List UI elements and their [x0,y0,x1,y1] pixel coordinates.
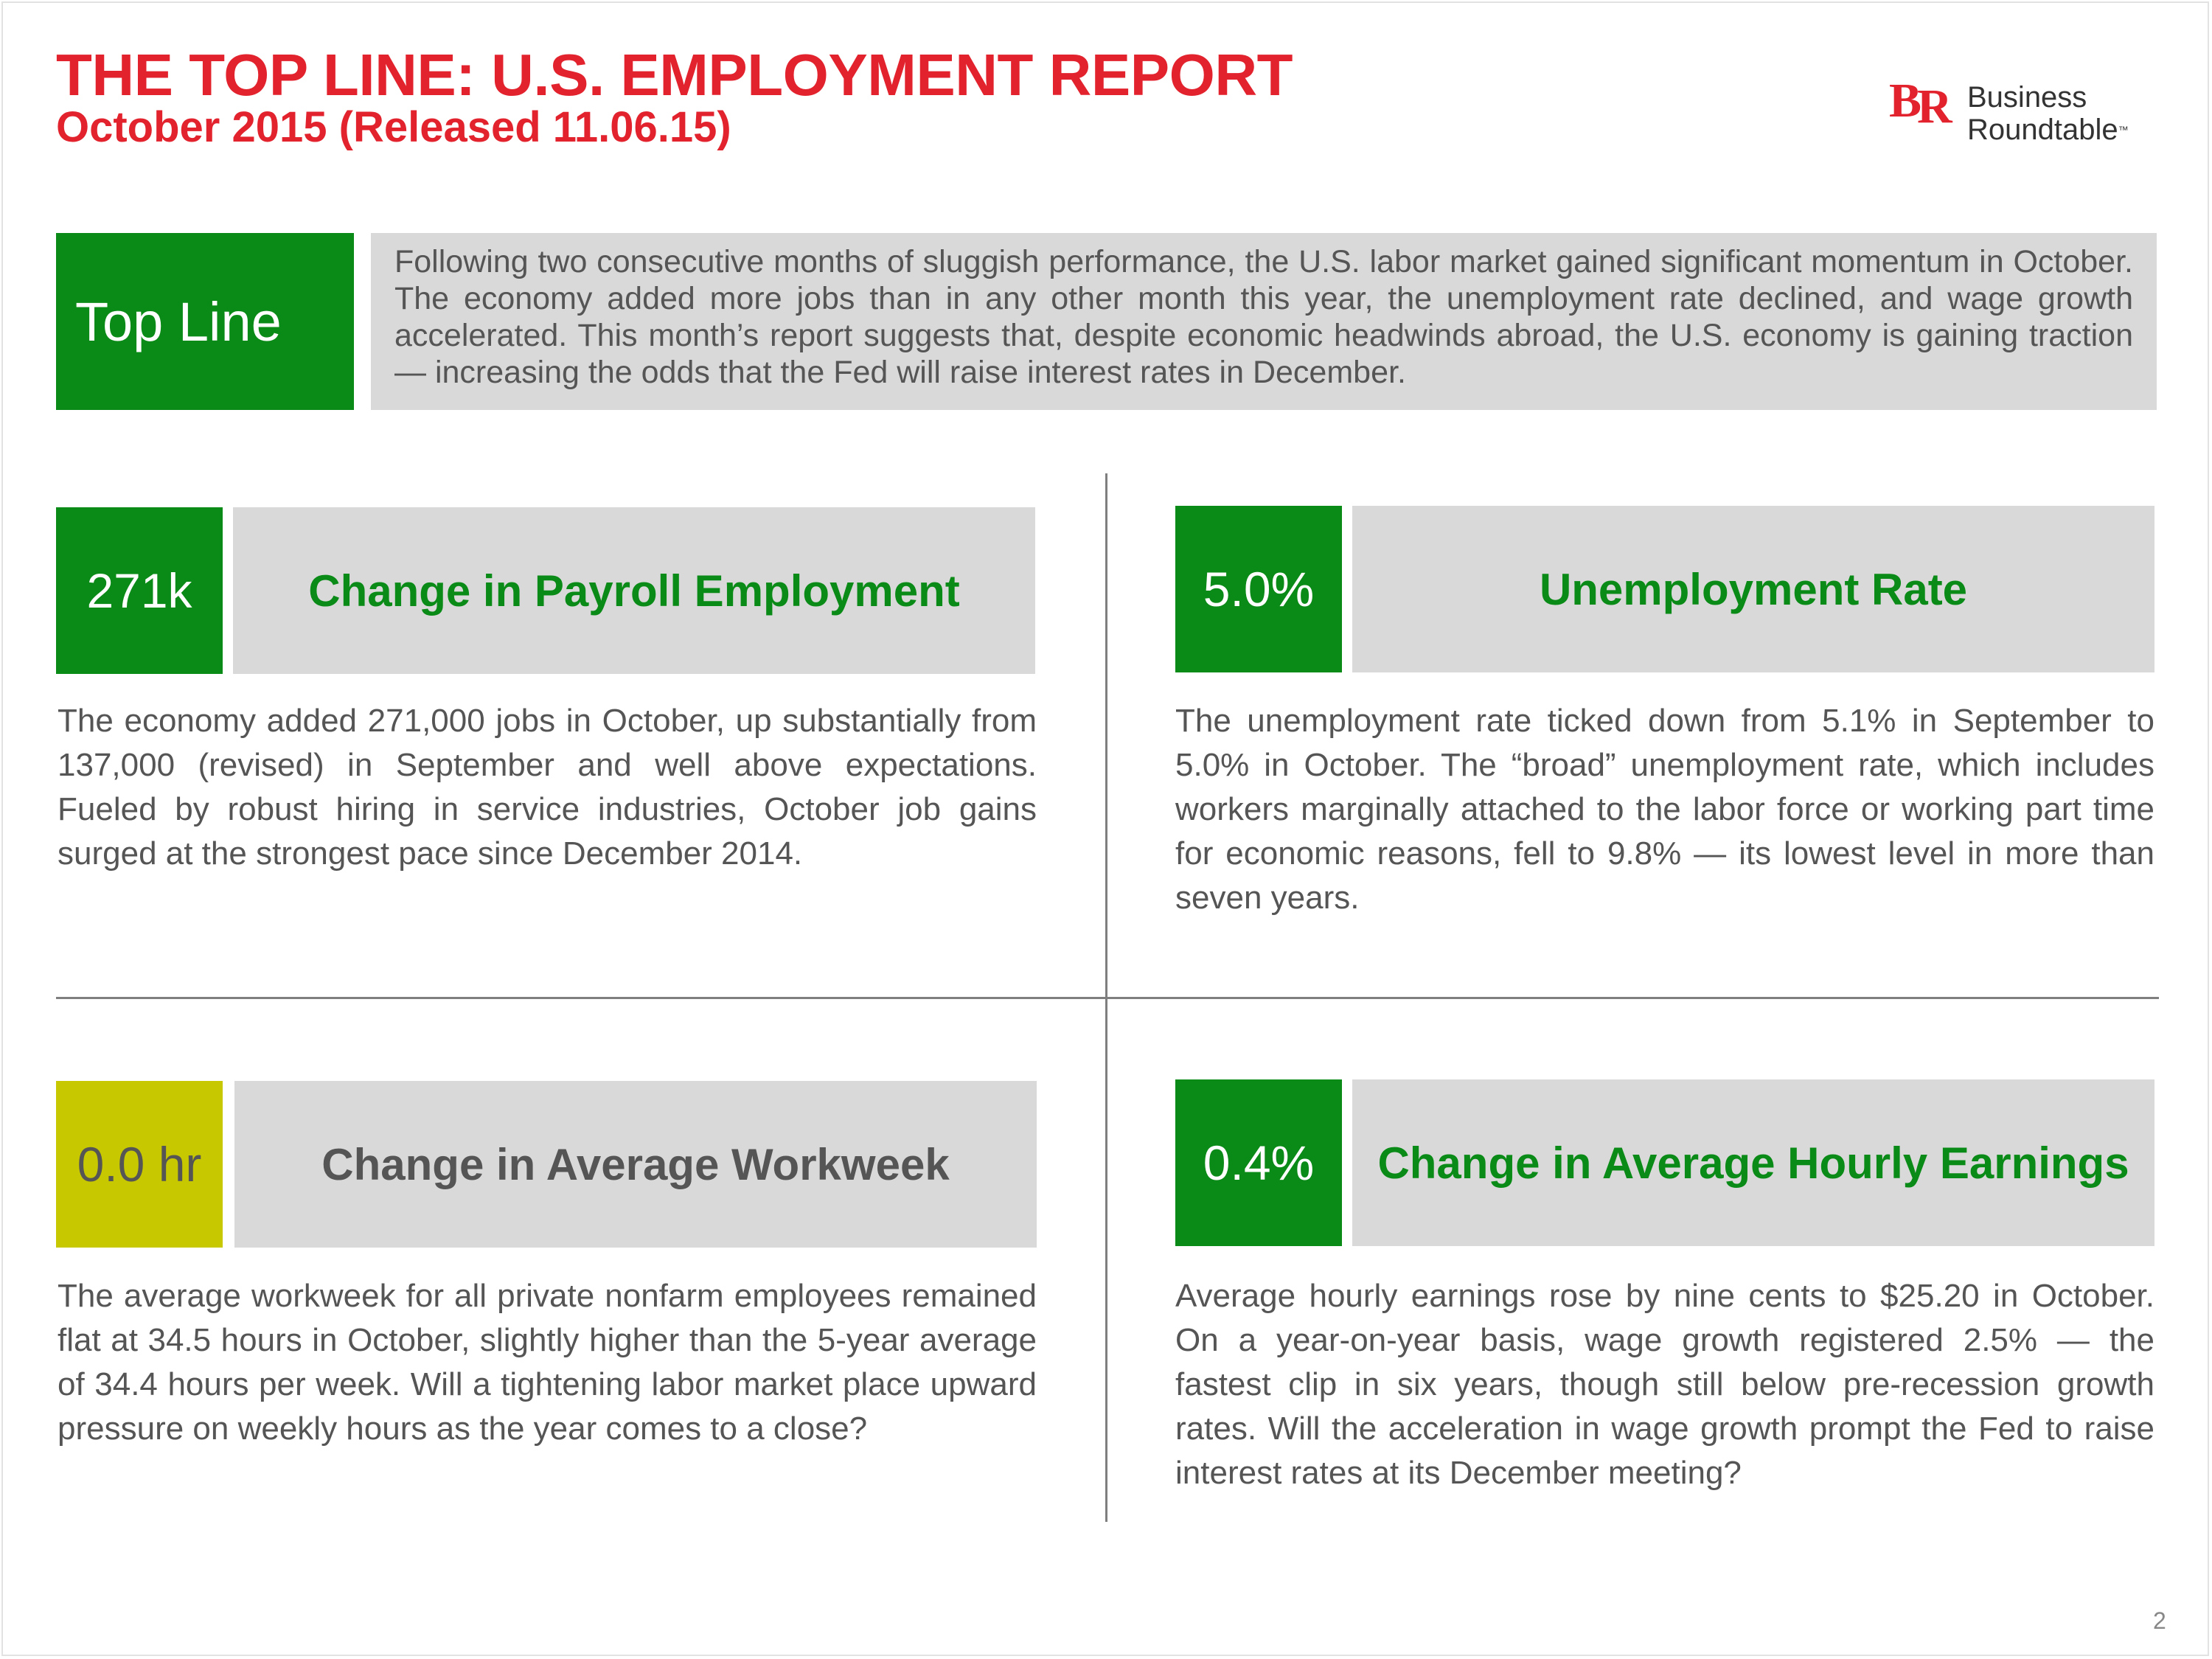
payroll-description: The economy added 271,000 jobs in October, up substantially from 137,000 (revised) in September and well above expectations. Fueled by robust hiring in service industries, October job gains surged at the strongest pace since December 2014. [58,703,1037,872]
logo-tm: ™ [2118,124,2129,136]
svg-text:R: R [1917,80,1952,130]
payroll-value-box: 271k [56,507,223,674]
br-logo-icon [1888,71,1961,130]
logo-wordmark [1967,81,2129,146]
page-subtitle: October 2015 (Released 11.06.15) [56,103,731,151]
svg-text:B: B [1889,74,1922,128]
page-number: 2 [2153,1607,2166,1634]
top-line-summary: Following two consecutive months of sluggish performance, the U.S. labor market gained significant momentum in October. The economy added more jobs than in any other month this year, the unemployment rate declined, and wage growth accelerated. This month’s report suggests that, despite economic headwinds abroad, the U.S. economy is gaining traction — increasing the odds that the Fed will raise interest rates in December. [371,233,2157,410]
earnings-value-box: 0.4% [1175,1079,1342,1246]
business-roundtable-logo [1888,71,2168,152]
earnings-heading: Change in Average Hourly Earnings [1352,1079,2154,1246]
workweek-value-box: 0.0 hr [56,1081,223,1248]
unemployment-description: The unemployment rate ticked down from 5.1% in September to 5.0% in October. The “broad” unemployment rate, which includes workers marginally attached to the labor force or working part time for economic reasons, fell to 9.8% — its lowest level in more than seven years. [1175,703,2154,916]
top-line-label: Top Line [56,233,354,410]
payroll-heading: Change in Payroll Employment [233,507,1035,674]
logo-line-roundtable [1967,114,2129,146]
workweek-description: The average workweek for all private nonfarm employees remained flat at 34.5 hours in October, slightly higher than the 5-year average of 34.4 hours per week. Will a tightening labor market place upward pressure on weekly hours as the year comes to a close? [58,1278,1037,1447]
logo-line-business: Business [1967,81,2087,114]
unemployment-heading: Unemployment Rate [1352,506,2154,672]
logo-roundtable-text: Roundtable [1967,114,2118,146]
horizontal-divider [56,997,2159,999]
page-title: THE TOP LINE: U.S. EMPLOYMENT REPORT [56,42,1293,108]
earnings-description: Average hourly earnings rose by nine cents to $25.20 in October. On a year-on-year basis, wage growth registered 2.5% — the fastest clip in six years, though still below pre-recession growth rates. Will the acceleration in wage growth prompt the Fed to raise interest rates at its December meeting? [1175,1278,2154,1491]
workweek-heading: Change in Average Workweek [234,1081,1037,1248]
unemployment-value-box: 5.0% [1175,506,1342,672]
